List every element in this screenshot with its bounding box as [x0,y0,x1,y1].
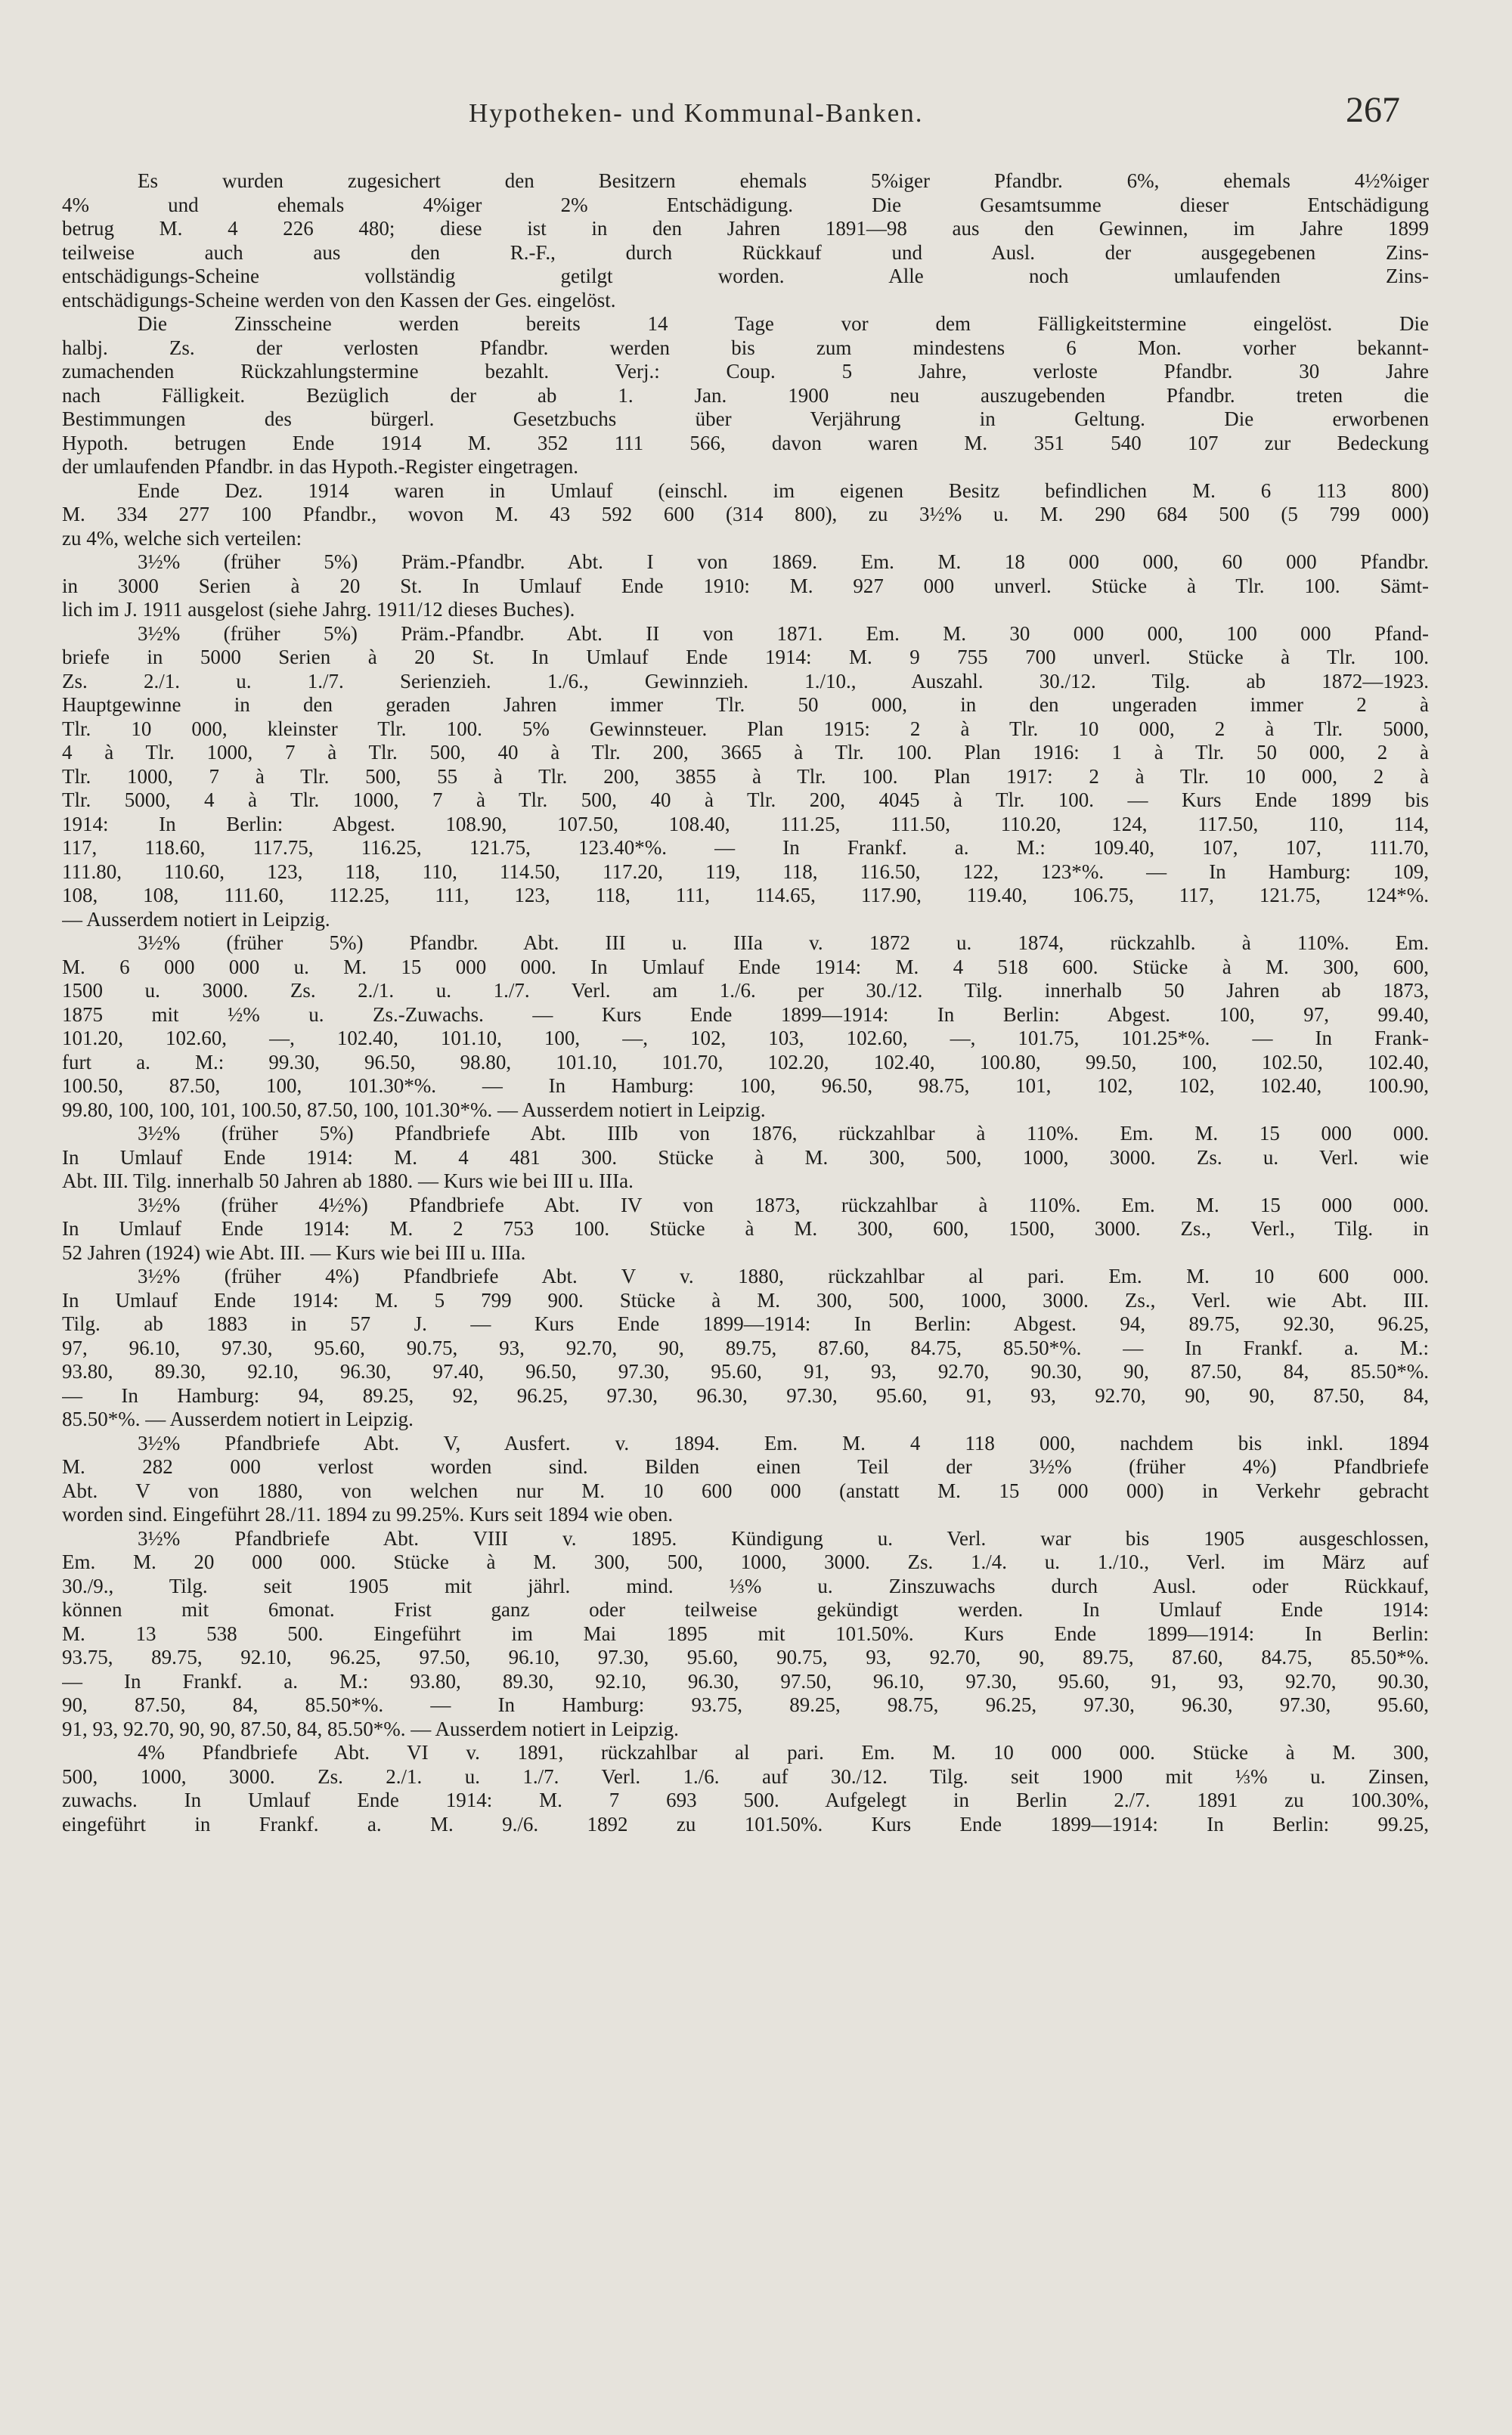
text-line: 90, 87.50, 84, 85.50*%. — In Hamburg: 93.75, 89.25, 98.75, 96.25, 97.30, 96.30, 97.30, 95.60, [62,1693,1429,1716]
text-line: In Umlauf Ende 1914: M. 2 753 100. Stücke à M. 300, 600, 1500, 3000. Zs., Verl., Tilg. in [62,1217,1429,1240]
running-header [0,89,1512,150]
text-line: M. 334 277 100 Pfandbr., wovon M. 43 592 600 (314 800), zu 3½% u. M. 290 684 500 (5 799 000) [62,503,1429,525]
text-line: 1500 u. 3000. Zs. 2./1. u. 1./7. Verl. am 1./6. per 30./12. Tilg. innerhalb 50 Jahren ab 1873, [62,979,1429,1002]
text-line: Abt. V von 1880, von welchen nur M. 10 600 000 (anstatt M. 15 000 000) in Verkehr gebracht [62,1479,1429,1502]
text-line: Bestimmungen des bürgerl. Gesetzbuchs über Verjährung in Geltung. Die erworbenen [62,407,1429,430]
text-line: Hauptgewinne in den geraden Jahren immer Tlr. 50 000, in den ungeraden immer 2 à [62,693,1429,716]
text-line: M. 13 538 500. Eingeführt im Mai 1895 mit 101.50%. Kurs Ende 1899—1914: In Berlin: [62,1622,1429,1645]
text-line: Abt. III. Tilg. innerhalb 50 Jahren ab 1880. — Kurs wie bei III u. IIIa. [62,1169,634,1192]
text-line: 93.80, 89.30, 92.10, 96.30, 97.40, 96.50, 97.30, 95.60, 91, 93, 92.70, 90.30, 90, 87.50, 84, 85.50*%. [62,1360,1429,1383]
text-line: Tlr. 1000, 7 à Tlr. 500, 55 à Tlr. 200, 3855 à Tlr. 100. Plan 1917: 2 à Tlr. 10 000, 2 à [62,764,1429,788]
text-line: entschädigungs-Scheine werden von den Kassen der Ges. eingelöst. [62,288,616,311]
text-line: M. 6 000 000 u. M. 15 000 000. In Umlauf Ende 1914: M. 4 518 600. Stücke à M. 300, 600, [62,955,1429,978]
page-number: 267 [1346,90,1400,130]
text-line: 3½% Pfandbriefe Abt. VIII v. 1895. Kündigung u. Verl. war bis 1905 ausgeschlossen, [138,1526,1429,1550]
text-line: M. 282 000 verlost worden sind. Bilden einen Teil der 3½% (früher 4%) Pfandbriefe [62,1455,1429,1478]
text-line: briefe in 5000 Serien à 20 St. In Umlauf Ende 1914: M. 9 755 700 unverl. Stücke à Tlr. 100. [62,646,1429,668]
text-line: 3½% (früher 5%) Präm.-Pfandbr. Abt. II von 1871. Em. M. 30 000 000, 100 000 Pfand- [138,621,1429,645]
text-line: entschädigungs-Scheine vollständig getilgt worden. Alle noch umlaufenden Zins- [62,265,1429,287]
text-line: zuwachs. In Umlauf Ende 1914: M. 7 693 500. Aufgelegt in Berlin 2./7. 1891 zu 100.30%, [62,1789,1429,1811]
text-line: 93.75, 89.75, 92.10, 96.25, 97.50, 96.10, 97.30, 95.60, 90.75, 93, 92.70, 90, 89.75, 87.60, 84.75, 85.50*%. [62,1646,1429,1668]
text-line: — In Frankf. a. M.: 93.80, 89.30, 92.10, 96.30, 97.50, 96.10, 97.30, 95.60, 91, 93, 92.70, 90.30, [62,1669,1429,1693]
text-line: Tlr. 10 000, kleinster Tlr. 100. 5% Gewinnsteuer. Plan 1915: 2 à Tlr. 10 000, 2 à Tlr. 5000, [62,717,1429,740]
text-line: 111.80, 110.60, 123, 118, 110, 114.50, 117.20, 119, 118, 116.50, 122, 123*%. — In Hamburg: 109, [62,860,1429,883]
text-line: betrug M. 4 226 480; diese ist in den Jahren 1891—98 aus den Gewinnen, im Jahre 1899 [62,217,1429,240]
text-line: Tlr. 5000, 4 à Tlr. 1000, 7 à Tlr. 500, 40 à Tlr. 200, 4045 à Tlr. 100. — Kurs Ende 1899 bis [62,788,1429,811]
text-line: nach Fälligkeit. Bezüglich der ab 1. Jan. 1900 neu auszugebenden Pfandbr. treten die [62,383,1429,407]
text-line: furt a. M.: 99.30, 96.50, 98.80, 101.10, 101.70, 102.20, 102.40, 100.80, 99.50, 100, 102.50, 102.40, [62,1050,1429,1073]
text-line: — Ausserdem notiert in Leipzig. [62,907,330,931]
text-line: eingeführt in Frankf. a. M. 9./6. 1892 zu 101.50%. Kurs Ende 1899—1914: In Berlin: 99.25, [62,1812,1429,1836]
text-line: lich im J. 1911 ausgelost (siehe Jahrg. 1911/12 dieses Buches). [62,598,575,621]
text-line: 117, 118.60, 117.75, 116.25, 121.75, 123.40*%. — In Frankf. a. M.: 109.40, 107, 107, 111.70, [62,836,1429,859]
text-line: 3½% Pfandbriefe Abt. V, Ausfert. v. 1894. Em. M. 4 118 000, nachdem bis inkl. 1894 [138,1431,1429,1454]
text-line: 1875 mit ½% u. Zs.-Zuwachs. — Kurs Ende 1899—1914: In Berlin: Abgest. 100, 97, 99.40, [62,1002,1429,1026]
text-line: 500, 1000, 3000. Zs. 2./1. u. 1./7. Verl. 1./6. auf 30./12. Tilg. seit 1900 mit ⅓% u. Zinsen, [62,1764,1429,1788]
text-line: 52 Jahren (1924) wie Abt. III. — Kurs wie bei III u. IIIa. [62,1241,526,1264]
text-line: teilweise auch aus den R.-F., durch Rückkauf und Ausl. der ausgegebenen Zins- [62,240,1429,264]
text-line: 3½% (früher 5%) Pfandbriefe Abt. IIIb von 1876, rückzahlbar à 110%. Em. M. 15 000 000. [138,1122,1429,1145]
text-line: 99.80, 100, 100, 101, 100.50, 87.50, 100, 101.30*%. — Ausserdem notiert in Leipzig. [62,1098,766,1121]
text-line: In Umlauf Ende 1914: M. 5 799 900. Stücke à M. 300, 500, 1000, 3000. Zs., Verl. wie Abt. III. [62,1288,1429,1312]
text-line: Zs. 2./1. u. 1./7. Serienzieh. 1./6., Gewinnzieh. 1./10., Auszahl. 30./12. Tilg. ab 1872—1923. [62,669,1429,692]
text-line: 91, 93, 92.70, 90, 90, 87.50, 84, 85.50*%. — Ausserdem notiert in Leipzig. [62,1717,679,1740]
text-line: der umlaufenden Pfandbr. in das Hypoth.-Register eingetragen. [62,455,579,478]
header-title: Hypotheken- und Kommunal-Banken. [469,98,924,128]
text-line: 1914: In Berlin: Abgest. 108.90, 107.50, 108.40, 111.25, 111.50, 110.20, 124, 117.50, 110, 114, [62,812,1429,835]
text-line: — In Hamburg: 94, 89.25, 92, 96.25, 97.30, 96.30, 97.30, 95.60, 91, 93, 92.70, 90, 90, 87.50, 84, [62,1383,1429,1407]
text-line: 100.50, 87.50, 100, 101.30*%. — In Hamburg: 100, 96.50, 98.75, 101, 102, 102, 102.40, 100.90, [62,1074,1429,1097]
text-line: 4% Pfandbriefe Abt. VI v. 1891, rückzahlbar al pari. Em. M. 10 000 000. Stücke à M. 300, [138,1741,1429,1764]
body-text [62,169,1429,1836]
text-line: 108, 108, 111.60, 112.25, 111, 123, 118, 111, 114.65, 117.90, 119.40, 106.75, 117, 121.75, 124*%. [62,884,1429,906]
text-line: 101.20, 102.60, —, 102.40, 101.10, 100, —, 102, 103, 102.60, —, 101.75, 101.25*%. — In Frank- [62,1027,1429,1049]
text-line: zu 4%, welche sich verteilen: [62,526,302,550]
text-line: 30./9., Tilg. seit 1905 mit jährl. mind. ⅓% u. Zinszuwachs durch Ausl. oder Rückkauf, [62,1574,1429,1597]
text-line: in 3000 Serien à 20 St. In Umlauf Ende 1910: M. 927 000 unverl. Stücke à Tlr. 100. Sämt- [62,574,1429,597]
text-line: Es wurden zugesichert den Besitzern ehemals 5%iger Pfandbr. 6%, ehemals 4½%iger [138,169,1429,192]
text-line: zumachenden Rückzahlungstermine bezahlt. Verj.: Coup. 5 Jahre, verloste Pfandbr. 30 Jahre [62,360,1429,383]
text-line: 97, 96.10, 97.30, 95.60, 90.75, 93, 92.70, 90, 89.75, 87.60, 84.75, 85.50*%. — In Frankf. a. M.: [62,1336,1429,1359]
text-line: Ende Dez. 1914 waren in Umlauf (einschl. im eigenen Besitz befindlichen M. 6 113 800) [138,479,1429,502]
text-line: können mit 6monat. Frist ganz oder teilweise gekündigt werden. In Umlauf Ende 1914: [62,1598,1429,1621]
text-line: Em. M. 20 000 000. Stücke à M. 300, 500, 1000, 3000. Zs. 1./4. u. 1./10., Verl. im März auf [62,1551,1429,1573]
text-line: halbj. Zs. der verlosten Pfandbr. werden bis zum mindestens 6 Mon. vorher bekannt- [62,336,1429,359]
text-line: Tilg. ab 1883 in 57 J. — Kurs Ende 1899—1914: In Berlin: Abgest. 94, 89.75, 92.30, 96.25, [62,1312,1429,1335]
text-line: worden sind. Eingeführt 28./11. 1894 zu 99.25%. Kurs seit 1894 wie oben. [62,1503,674,1526]
text-line: 3½% (früher 5%) Präm.-Pfandbr. Abt. I von 1869. Em. M. 18 000 000, 60 000 Pfandbr. [138,550,1429,573]
text-line: 3½% (früher 5%) Pfandbr. Abt. III u. IIIa v. 1872 u. 1874, rückzahlb. à 110%. Em. [138,931,1429,954]
text-line: 3½% (früher 4%) Pfandbriefe Abt. V v. 1880, rückzahlbar al pari. Em. M. 10 600 000. [138,1265,1429,1287]
text-line: 85.50*%. — Ausserdem notiert in Leipzig. [62,1408,414,1430]
text-line: In Umlauf Ende 1914: M. 4 481 300. Stücke à M. 300, 500, 1000, 3000. Zs. u. Verl. wie [62,1145,1429,1169]
text-line: 4 à Tlr. 1000, 7 à Tlr. 500, 40 à Tlr. 200, 3665 à Tlr. 100. Plan 1916: 1 à Tlr. 50 000, 2 à [62,741,1429,764]
text-line: Die Zinsscheine werden bereits 14 Tage vor dem Fälligkeitstermine eingelöst. Die [138,312,1429,335]
text-line: 3½% (früher 4½%) Pfandbriefe Abt. IV von 1873, rückzahlbar à 110%. Em. M. 15 000 000. [138,1193,1429,1216]
text-line: Hypoth. betrugen Ende 1914 M. 352 111 566, davon waren M. 351 540 107 zur Bedeckung [62,431,1429,454]
text-line: 4% und ehemals 4%iger 2% Entschädigung. Die Gesamtsumme dieser Entschädigung [62,193,1429,216]
